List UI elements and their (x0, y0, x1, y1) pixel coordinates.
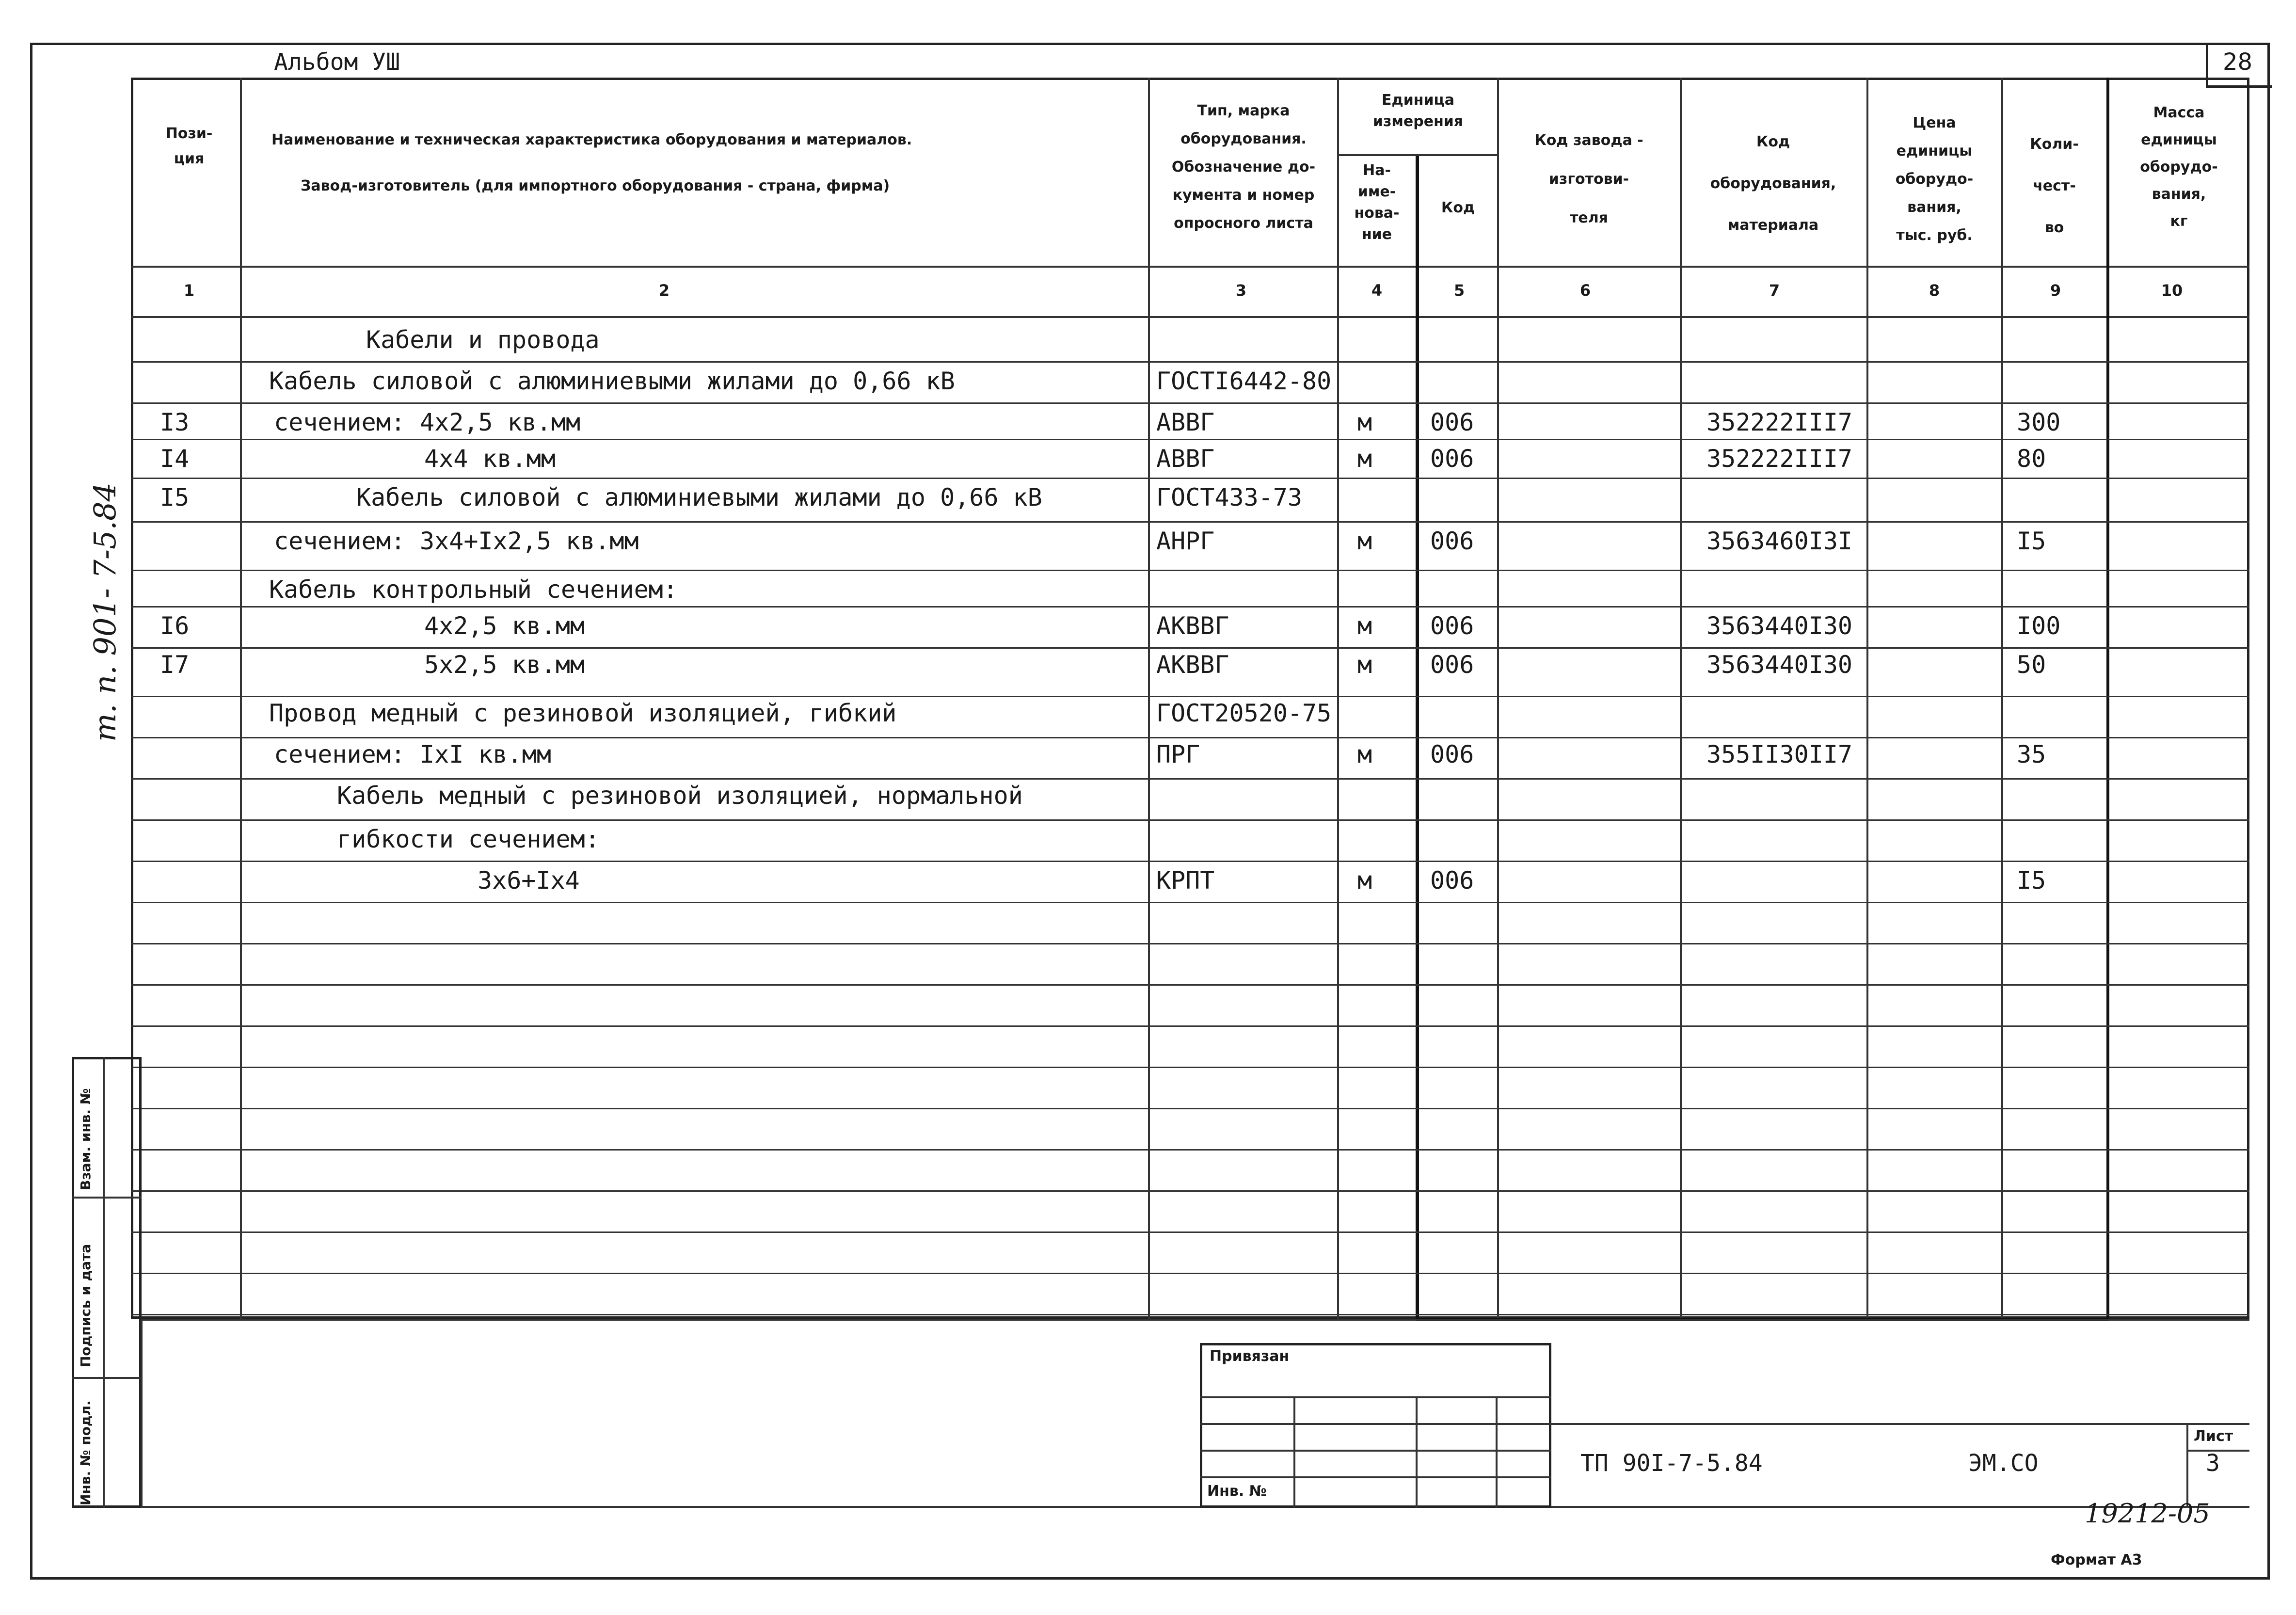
row-mat: 352222III7 (1706, 408, 1853, 436)
header-unit-code: Код (1441, 199, 1475, 216)
row-divider (131, 943, 2249, 944)
row-pos: I6 (160, 612, 190, 640)
row-qty: 50 (2017, 651, 2046, 679)
row-divider (131, 778, 2249, 780)
row-divider (131, 570, 2249, 571)
row-code: 006 (1430, 612, 1474, 640)
row-type: ГОСТ20520-75 (1156, 699, 1332, 727)
row-divider (131, 737, 2249, 738)
row-name: Провод медный с резиновой изоляцией, гибкий (269, 699, 897, 727)
row-type: АВВГ (1156, 445, 1215, 473)
header-quantity: Коли- чест- во (2030, 136, 2079, 236)
side-label-podpis: Подпись и дата (78, 1244, 94, 1367)
header-factory-code: Код завода - изготови- теля (1534, 132, 1643, 226)
row-mat: 3563440I30 (1706, 612, 1853, 640)
row-divider (131, 1025, 2249, 1027)
side-handwritten-code: т. п. 901- 7-5.84 (87, 482, 123, 742)
header-unit: Единица измерения (1372, 92, 1464, 130)
row-code: 006 (1430, 866, 1474, 895)
col-number: 8 (1929, 281, 1940, 300)
row-divider (131, 1149, 2249, 1151)
side-label-inv: Инв. № подл. (78, 1400, 94, 1505)
row-unit: м (1357, 740, 1372, 768)
row-type: ГОСТI6442-80 (1156, 367, 1332, 395)
row-divider (131, 402, 2249, 404)
row-name: 4х4 кв.мм (424, 445, 556, 473)
row-divider (131, 647, 2249, 649)
row-type: ПРГ (1156, 740, 1200, 768)
row-name: Кабель медный с резиновой изоляцией, нормальной (337, 782, 1023, 810)
row-divider (131, 439, 2249, 440)
row-name: 4х2,5 кв.мм (424, 612, 585, 640)
row-divider (131, 902, 2249, 903)
spec-table (131, 78, 2249, 1319)
row-name: Кабель силовой с алюминиевыми жилами до 0,66 кВ (269, 367, 955, 395)
row-type: ГОСТ433-73 (1156, 483, 1303, 512)
row-name: Кабели и провода (366, 326, 600, 354)
row-divider (131, 606, 2249, 608)
stamp-doc-code: ТП 90I-7-5.84 (1580, 1450, 1763, 1477)
row-divider (131, 696, 2249, 697)
row-divider (131, 1067, 2249, 1068)
col-number: 3 (1235, 281, 1247, 300)
row-unit: м (1357, 866, 1372, 895)
row-pos: I3 (160, 408, 190, 436)
header-type: Тип, марка оборудования. Обозначение до- кумента и номер опросного листа (1171, 102, 1316, 232)
row-mat: 352222III7 (1706, 445, 1853, 473)
row-unit: м (1357, 612, 1372, 640)
row-name: 5х2,5 кв.мм (424, 651, 585, 679)
row-code: 006 (1430, 527, 1474, 555)
row-unit: м (1357, 527, 1372, 555)
row-name: сечением: 3х4+Iх2,5 кв.мм (274, 527, 639, 555)
page-number: 28 (2223, 48, 2253, 76)
row-qty: 300 (2017, 408, 2061, 436)
header-price: Цена единицы оборудо- вания, тыс. руб. (1895, 114, 1974, 244)
header-position: Пози- ция (165, 125, 213, 167)
side-label-vzam: Взам. инв. № (78, 1088, 94, 1190)
row-name: Кабель контрольный сечением: (269, 576, 678, 604)
row-code: 006 (1430, 445, 1474, 473)
row-mat: 3563440I30 (1706, 651, 1853, 679)
col-number: 4 (1371, 281, 1383, 300)
stamp-list-number: 3 (2206, 1450, 2220, 1477)
row-type: КРПТ (1156, 866, 1215, 895)
row-pos: I4 (160, 445, 190, 473)
row-divider (131, 819, 2249, 821)
stamp-privyazan-label: Привязан (1210, 1348, 1290, 1365)
row-divider (131, 1108, 2249, 1109)
stamp-mark: ЭМ.СО (1968, 1450, 2039, 1477)
header-name: Наименование и техническая характеристика оборудования и материалов. (271, 131, 912, 148)
row-divider (131, 478, 2249, 479)
row-type: АНРГ (1156, 527, 1215, 555)
row-divider (131, 1314, 2249, 1315)
stamp-list-label: Лист (2194, 1428, 2233, 1445)
header-manufacturer: Завод-изготовитель (для импортного оборудования - страна, фирма) (301, 177, 890, 194)
row-qty: I5 (2017, 527, 2046, 555)
col-number: 5 (1453, 281, 1465, 300)
row-type: АВВГ (1156, 408, 1215, 436)
row-divider (131, 1273, 2249, 1274)
col-number: 1 (183, 281, 195, 300)
row-divider (131, 984, 2249, 986)
row-code: 006 (1430, 408, 1474, 436)
row-name: сечением: 4х2,5 кв.мм (274, 408, 581, 436)
row-type: АКВВГ (1156, 612, 1229, 640)
header-material-code: Код оборудования, материала (1710, 133, 1836, 234)
row-divider (131, 1190, 2249, 1192)
col-number: 9 (2050, 281, 2061, 300)
row-qty: I00 (2017, 612, 2061, 640)
row-unit: м (1357, 408, 1372, 436)
row-unit: м (1357, 445, 1372, 473)
col-number: 7 (1769, 281, 1780, 300)
format-label: Формат А3 (2051, 1551, 2142, 1568)
handwritten-number: 19212-05 (2085, 1498, 2210, 1529)
stamp-inv-label: Инв. № (1207, 1483, 1267, 1500)
header-mass: Масса единицы оборудо- вания, кг (2140, 104, 2218, 230)
header-unit-name: На- име- нова- ние (1354, 162, 1400, 243)
row-divider (131, 521, 2249, 523)
row-name: 3х6+Iх4 (478, 866, 580, 895)
col-number: 6 (1579, 281, 1591, 300)
row-divider (131, 861, 2249, 862)
row-divider (131, 361, 2249, 363)
row-qty: I5 (2017, 866, 2046, 895)
row-qty: 35 (2017, 740, 2046, 768)
row-qty: 80 (2017, 445, 2046, 473)
row-name: сечением: IхI кв.мм (274, 740, 551, 768)
row-name: гибкости сечением: (337, 825, 600, 853)
row-code: 006 (1430, 740, 1474, 768)
row-mat: 3563460I3I (1706, 527, 1853, 555)
album-title: Альбом УШ (274, 48, 400, 76)
row-type: АКВВГ (1156, 651, 1229, 679)
row-mat: 355II30II7 (1706, 740, 1853, 768)
row-pos: I7 (160, 651, 190, 679)
col-number: 10 (2161, 281, 2183, 300)
row-code: 006 (1430, 651, 1474, 679)
row-pos: I5 (160, 483, 190, 512)
row-name: Кабель силовой с алюминиевыми жилами до 0,66 кВ (356, 483, 1042, 512)
row-divider (131, 1231, 2249, 1233)
row-unit: м (1357, 651, 1372, 679)
col-number: 2 (658, 281, 670, 300)
